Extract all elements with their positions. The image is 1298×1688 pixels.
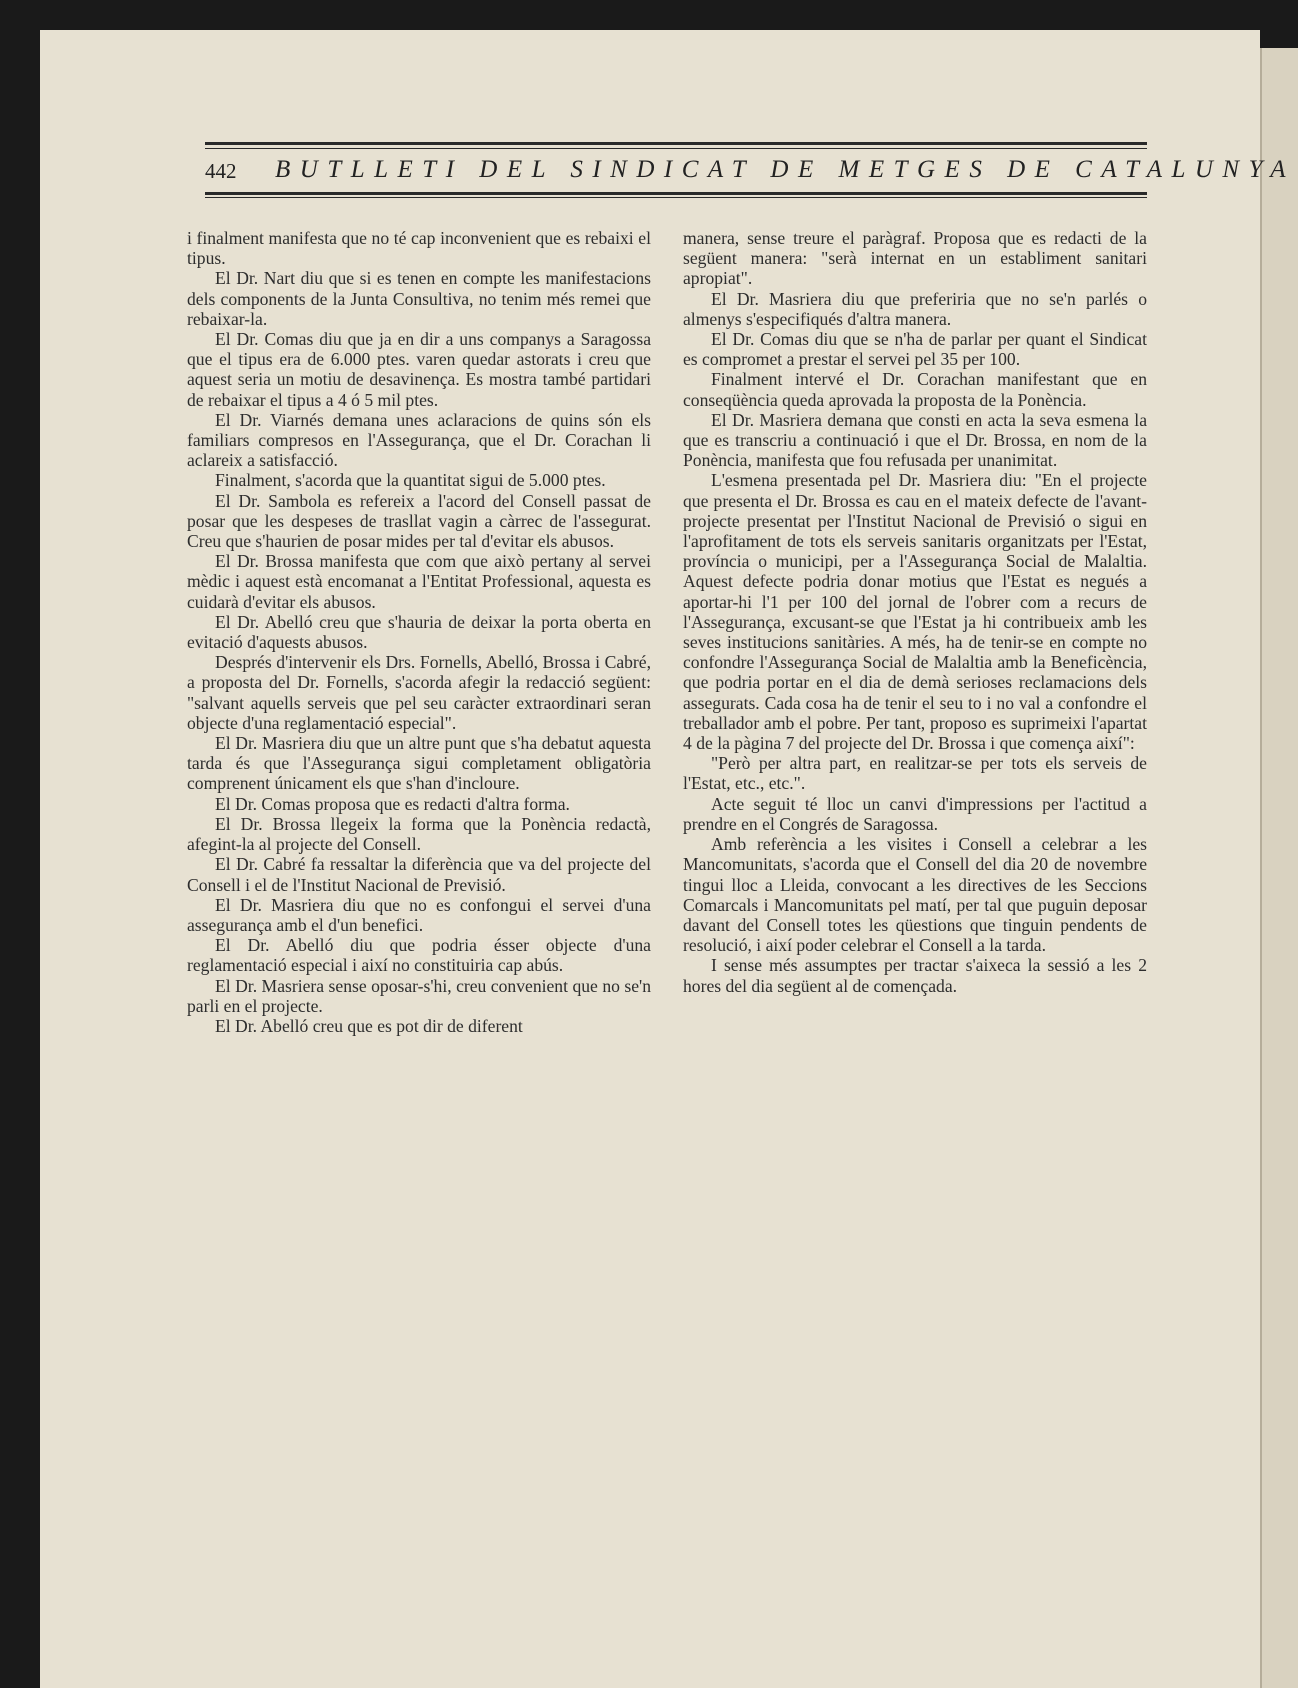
facing-page-edge — [1260, 48, 1298, 1688]
paragraph: El Dr. Comas proposa que es redacti d'altra forma. — [215, 793, 570, 814]
paragraph: El Dr. Brossa llegeix la forma que la Ponència redactà, afegint-la al projecte del Consell. — [187, 813, 651, 855]
paragraph: manera, sense treure el paràgraf. Proposa que es redacti de la següent manera: "serà internat en un establiment sanitari apropiat". — [683, 228, 1147, 289]
paragraph: El Dr. Masriera diu que no es confongui el servei d'una assegurança amb el d'un benefici. — [187, 894, 651, 935]
journal-title: BUTLLETI DEL SINDICAT DE METGES DE CATALUNYA — [275, 156, 1296, 183]
header-top-rule-thin — [205, 148, 1147, 149]
header-top-rule — [205, 142, 1147, 145]
paragraph: Amb referència a les visites i Consell a celebrar a les Mancomunitats, s'acorda que el Consell del dia 20 de novembre tingui lloc a Lleida, convocant a les directives de les Seccions Comarcals i Mancomunitats pel matí, per tal que puguin deposar davant del Consell totes les qüestions que tinguin pendents de resolució, i així poder celebrar el Consell a la tarda. — [683, 834, 1147, 956]
paragraph: L'esmena presentada pel Dr. Masriera diu: "En el projecte que presenta el Dr. Brossa es cau en el mateix defecte de l'avant-projecte presentat per l'Institut Nacional de Previsió o sigui en l'aprofitament de tots els serveis sanitaris organitzats per l'Estat, província o municipi, per a l'Assegurança Social de Malaltia. Aquest defecte podria donar motius que l'Estat es negués a aportar-hi l'1 per 100 del jornal de l'obrer com a recurs de l'Assegurança, excusant-se que l'Estat ja hi contribueix amb les seves institucions sanitàries. A més, ha de tenir-se en compte no confondre l'Assegurança Social de Malaltia amb la Beneficència, que podria portar en el dia de demà serioses reclamacions dels assegurats. Cada cosa ha de tenir el seu to i no val a confondre el treballador amb el pobre. Per tant, proposo es suprimeixi l'apartat 4 de la pàgina 7 del projecte del Dr. Brossa i que comença així": — [683, 470, 1147, 754]
paragraph: Finalment, s'acorda que la quantitat sigui de 5.000 ptes. — [215, 470, 606, 491]
page-number: 442 — [205, 159, 237, 183]
paragraph: El Dr. Nart diu que si es tenen en compte les manifestacions dels components de la Junta Consultiva, no tenim més remei que rebaixar-la. — [187, 268, 651, 329]
paragraph: Acte seguit té lloc un canvi d'impressions per l'actitud a prendre en el Congrés de Saragossa. — [683, 793, 1147, 834]
header-bottom-rule — [205, 192, 1147, 195]
paragraph: El Dr. Abelló creu que es pot dir de diferent — [215, 1015, 523, 1036]
right-column — [683, 228, 1147, 996]
paragraph: El Dr. Masriera diu que preferiria que no se'n parlés o almenys s'especifiqués d'altra manera. — [683, 288, 1147, 329]
header-bottom-rule-thin — [205, 197, 1147, 198]
paragraph: i finalment manifesta que no té cap inconvenient que es rebaixi el tipus. — [187, 228, 651, 269]
paragraph: El Dr. Abelló creu que s'hauria de deixar la porta oberta en evitació d'aquests abusos. — [187, 611, 651, 653]
paragraph: El Dr. Cabré fa ressaltar la diferència que va del projecte del Consell i el de l'Institut Nacional de Previsió. — [187, 854, 651, 895]
paragraph: I sense més assumptes per tractar s'aixeca la sessió a les 2 hores del dia següent al de començada. — [683, 955, 1147, 996]
paragraph: El Dr. Abelló diu que podria ésser objecte d'una reglamentació especial i així no constituiria cap abús. — [187, 935, 651, 976]
paragraph: El Dr. Sambola es refereix a l'acord del Consell passat de posar que les despeses de trasllat vagin a càrrec de l'assegurat. Creu que s'haurien de posar mides per tal d'evitar els abusos. — [187, 490, 651, 552]
running-header — [205, 138, 1296, 200]
left-column — [187, 228, 651, 1036]
paragraph: El Dr. Comas diu que ja en dir a uns companys a Saragossa que el tipus era de 6.000 ptes. varen quedar astorats i creu que aquest seria un motiu de desavinença. Es mostra també partidari de rebaixar el tipus a 4 ó 5 mil ptes. — [187, 329, 651, 410]
paragraph: El Dr. Comas diu que se n'ha de parlar per quant el Sindicat es compromet a prestar el servei pel 35 per 100. — [683, 329, 1147, 370]
paragraph: El Dr. Masriera diu que un altre punt que s'ha debatut aquesta tarda és que l'Assegurança sigui completament obligatòria comprenent únicament els que s'han d'incloure. — [187, 733, 651, 794]
paragraph: Finalment intervé el Dr. Corachan manifestant que en conseqüència queda aprovada la proposta de la Ponència. — [683, 369, 1147, 410]
paragraph: El Dr. Viarnés demana unes aclaracions de quins són els familiars compresos en l'Assegurança, que el Dr. Corachan li aclareix a satisfacció. — [187, 409, 651, 471]
paragraph: El Dr. Masriera sense oposar-s'hi, creu convenient que no se'n parli en el projecte. — [187, 975, 651, 1016]
paragraph: "Però per altra part, en realitzar-se per tots els serveis de l'Estat, etc., etc.". — [683, 753, 1147, 794]
paragraph: El Dr. Masriera demana que consti en acta la seva esmena la que es transcriu a continuació i que el Dr. Brossa, en nom de la Ponència, manifesta que fou refusada per unanimitat. — [683, 409, 1147, 471]
paragraph: Després d'intervenir els Drs. Fornells, Abelló, Brossa i Cabré, a proposta del Dr. Fornells, s'acorda afegir la redacció següent: "salvant aquells serveis que pel seu caràcter extraordinari seran objecte d'una reglamentació especial". — [187, 652, 651, 733]
paragraph: El Dr. Brossa manifesta que com que això pertany al servei mèdic i aquest està encomanat a l'Entitat Professional, aquesta es cuidarà d'evitar els abusos. — [187, 551, 651, 612]
